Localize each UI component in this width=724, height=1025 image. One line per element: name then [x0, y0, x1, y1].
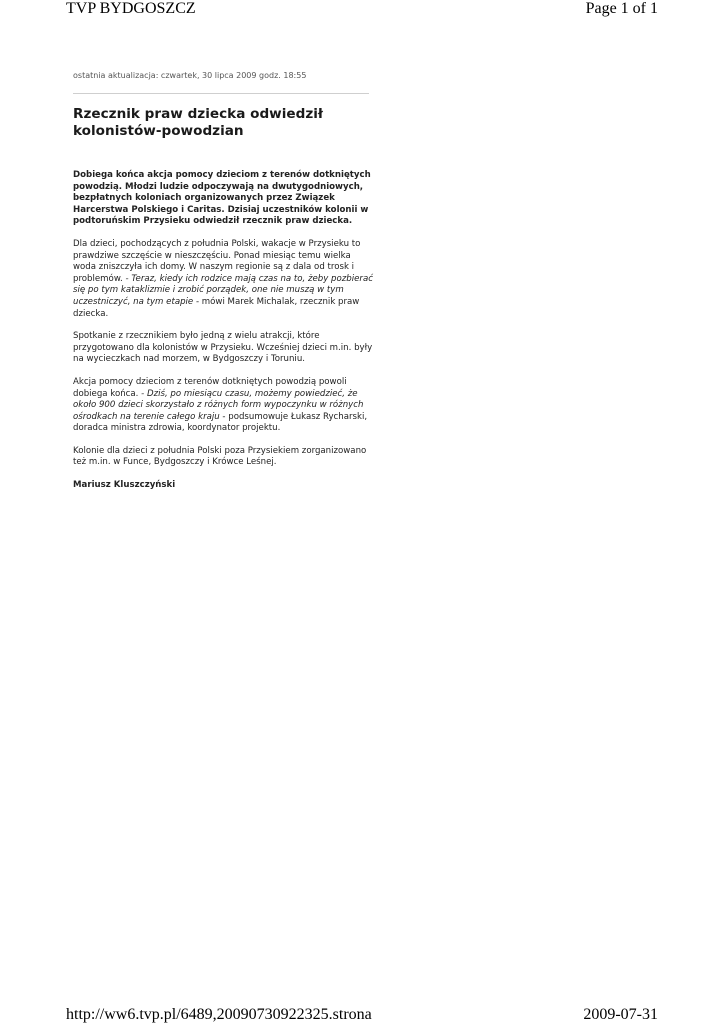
article-paragraph-4: Kolonie dla dzieci z południa Polski poza Przysiekiem zorganizowano też m.in. w Funce, Bydgoszczy i Krówce Leśnej. — [73, 445, 367, 468]
print-header — [0, 0, 724, 20]
quote-text: - Teraz, kiedy ich rodzice mają czas na to, żeby pozbierać się po tym kataklizmie i zrobić porządek, one nie muszą w tym uczestniczyć, na tym etapie — [73, 273, 373, 307]
header-site-name: TVP BYDGOSZCZ — [66, 0, 196, 17]
quote-text: - Dziś, po miesiącu czasu, możemy powiedzieć, że około 900 dzieci skorzystało z różnych form wypoczynku w różnych ośrodkach na terenie całego kraju — [73, 388, 364, 422]
divider — [73, 93, 369, 94]
article-lead: Dobiega końca akcja pomocy dzieciom z terenów dotkniętych powodzią. Młodzi ludzie odpoczywają na dwutygodniowych, bezpłatnych koloniach organizowanych przez Związek Harcerstwa Polskiego i Caritas. Dzisiaj uczestników kolonii w podtoruńskim Przysieku odwiedził rzecznik praw dziecka. — [73, 170, 371, 227]
article-paragraph-1 — [73, 239, 373, 320]
header-page-number: Page 1 of 1 — [585, 0, 658, 17]
print-footer — [0, 1005, 724, 1025]
article-title: Rzecznik praw dziecka odwiedził kolonistów-powodzian — [73, 106, 323, 139]
paragraph-text: Dla dzieci, pochodzących z południa Polski, wakacje w Przysieku to prawdziwe szczęście w nieszczęściu. Ponad miesiąc temu wielka woda zniszczyła ich domy. W naszym regionie są z dala od trosk i problemów. — [73, 238, 361, 284]
last-updated-timestamp: ostatnia aktualizacja: czwartek, 30 lipca 2009 godz. 18:55 — [73, 71, 307, 80]
article-author: Mariusz Kluszczyński — [73, 480, 176, 491]
article-paragraph-2: Spotkanie z rzecznikiem było jedną z wielu atrakcji, które przygotowano dla kolonistów w Przysieku. Wcześniej dzieci m.in. były na wycieczkach nad morzem, w Bydgoszczy i Toruniu. — [73, 331, 373, 365]
paragraph-text: - mówi Marek Michalak, rzecznik praw dziecka. — [73, 296, 360, 319]
article-paragraph-3 — [73, 377, 373, 435]
paragraph-text: Akcja pomocy dzieciom z terenów dotkniętych powodzią powoli dobiega końca. — [73, 376, 347, 399]
footer-url: http://ww6.tvp.pl/6489,20090730922325.strona — [66, 1006, 372, 1023]
article — [73, 70, 373, 492]
paragraph-text: - podsumowuje Łukasz Rycharski, doradca ministra zdrowia, koordynator projektu. — [73, 411, 368, 434]
footer-date: 2009-07-31 — [583, 1006, 658, 1023]
